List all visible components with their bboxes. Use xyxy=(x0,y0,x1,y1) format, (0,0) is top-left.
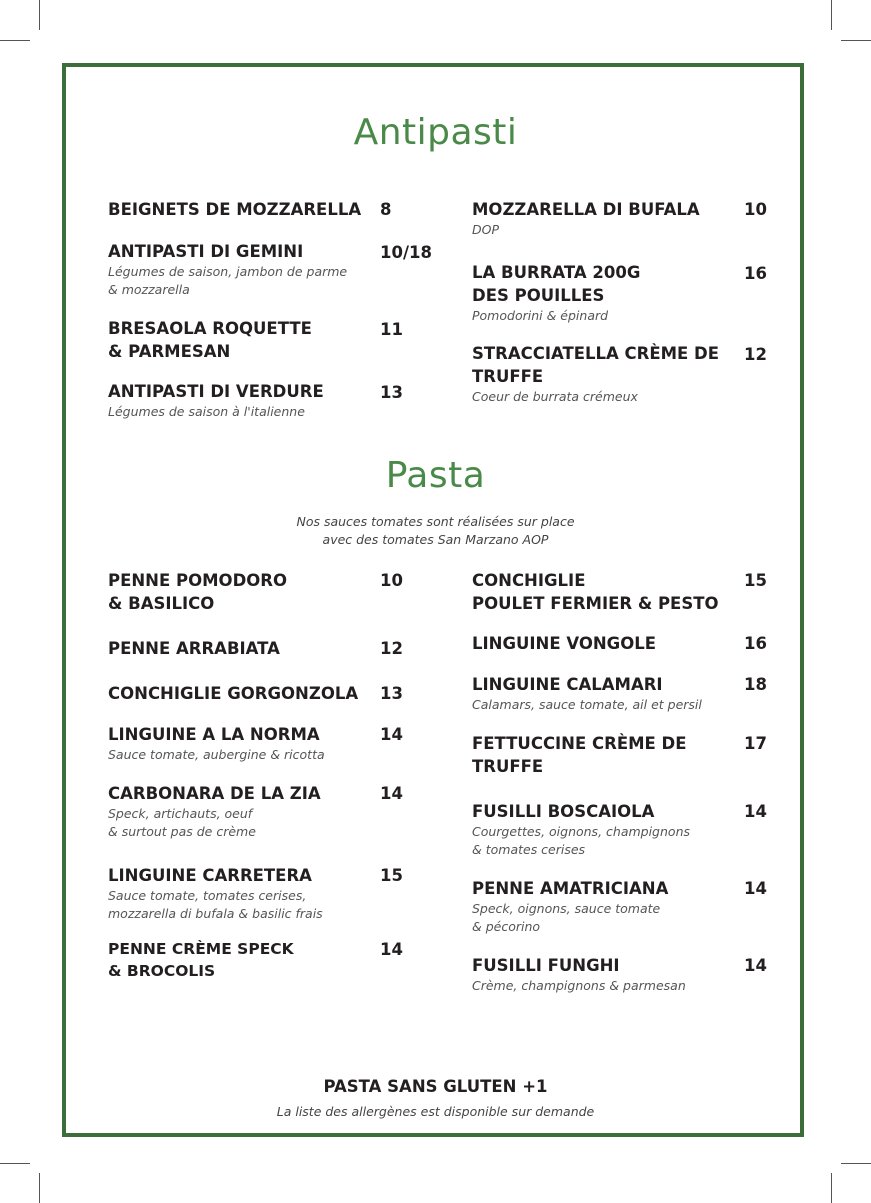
item-description: DOP xyxy=(472,222,500,237)
item-name: CONCHIGLIE POULET FERMIER & PESTO xyxy=(472,571,719,613)
menu-item xyxy=(472,198,737,239)
menu-item xyxy=(108,380,373,421)
item-description: Crème, champignons & parmesan xyxy=(472,978,686,993)
item-price: 18 xyxy=(744,675,767,694)
menu-item xyxy=(108,782,373,841)
item-name: LINGUINE A LA NORMA xyxy=(108,725,320,744)
item-description: Speck, oignons, sauce tomate & pécorino xyxy=(472,901,661,934)
item-name: STRACCIATELLA CRÈME DE TRUFFE xyxy=(472,344,720,386)
item-description: Pomodorini & épinard xyxy=(472,308,609,323)
item-price: 10 xyxy=(744,200,767,219)
item-price: 13 xyxy=(380,684,403,703)
item-name: ANTIPASTI DI VERDURE xyxy=(108,382,324,401)
crop-mark xyxy=(831,0,832,30)
item-description: Sauce tomate, aubergine & ricotta xyxy=(108,747,325,762)
crop-mark xyxy=(39,0,40,30)
item-name: FETTUCCINE CRÈME DE TRUFFE xyxy=(472,734,687,776)
item-price: 14 xyxy=(744,879,767,898)
item-description: Coeur de burrata crémeux xyxy=(472,389,638,404)
item-price: 15 xyxy=(744,571,767,590)
item-name: PENNE CRÈME SPECK & BROCOLIS xyxy=(108,940,294,980)
item-name: LINGUINE CALAMARI xyxy=(472,675,663,694)
item-description: Speck, artichauts, oeuf & surtout pas de crème xyxy=(108,806,256,839)
item-name: CARBONARA DE LA ZIA xyxy=(108,784,321,803)
gluten-free-note: PASTA SANS GLUTEN +1 xyxy=(323,1077,548,1096)
menu-item xyxy=(108,569,373,615)
item-price: 14 xyxy=(744,802,767,821)
item-name: PENNE POMODORO & BASILICO xyxy=(108,571,288,613)
menu-item xyxy=(472,673,737,714)
item-price: 14 xyxy=(744,956,767,975)
antipasti-title: Antipasti xyxy=(353,112,518,153)
menu-item xyxy=(472,342,737,406)
item-price: 11 xyxy=(380,320,403,339)
crop-mark xyxy=(0,1163,30,1164)
item-description: Courgettes, oignons, champignons & tomates cerises xyxy=(472,824,690,857)
item-price: 15 xyxy=(380,866,403,885)
item-name: BEIGNETS DE MOZZARELLA xyxy=(108,200,362,219)
crop-mark xyxy=(831,1173,832,1203)
item-price: 8 xyxy=(380,200,392,219)
item-name: LA BURRATA 200G DES POUILLES xyxy=(472,263,641,305)
menu-item xyxy=(108,682,373,705)
item-name: ANTIPASTI DI GEMINI xyxy=(108,242,304,261)
menu-item xyxy=(472,632,737,655)
item-description: Sauce tomate, tomates cerises, mozzarella di bufala & basilic frais xyxy=(108,888,323,921)
menu-item xyxy=(108,637,373,660)
crop-mark xyxy=(0,40,30,41)
item-price: 12 xyxy=(744,345,767,364)
item-name: PENNE ARRABIATA xyxy=(108,639,280,658)
crop-mark xyxy=(841,40,871,41)
item-name: CONCHIGLIE GORGONZOLA xyxy=(108,684,359,703)
menu-item xyxy=(472,800,737,859)
crop-mark xyxy=(39,1173,40,1203)
item-price: 16 xyxy=(744,634,767,653)
item-price: 10 xyxy=(380,571,403,590)
item-price: 14 xyxy=(380,725,403,744)
pasta-title: Pasta xyxy=(385,455,486,496)
item-description: Légumes de saison, jambon de parme & mozzarella xyxy=(108,264,348,297)
menu-item xyxy=(108,240,373,299)
item-price: 12 xyxy=(380,639,403,658)
item-name: LINGUINE VONGOLE xyxy=(472,634,657,653)
item-price: 13 xyxy=(380,383,403,402)
item-price: 17 xyxy=(744,734,767,753)
menu-item xyxy=(472,261,737,325)
menu-item xyxy=(108,938,373,982)
crop-mark xyxy=(841,1163,871,1164)
item-name: LINGUINE CARRETERA xyxy=(108,866,312,885)
allergen-note: La liste des allergènes est disponible sur demande xyxy=(276,1104,595,1119)
item-price: 14 xyxy=(380,784,403,803)
item-description: Calamars, sauce tomate, ail et persil xyxy=(472,697,702,712)
menu-item xyxy=(472,877,737,936)
item-description: Légumes de saison à l'italienne xyxy=(108,404,305,419)
item-name: FUSILLI BOSCAIOLA xyxy=(472,802,655,821)
item-price: 16 xyxy=(744,264,767,283)
menu-item xyxy=(472,732,737,778)
item-price: 14 xyxy=(380,940,403,959)
menu-item xyxy=(472,954,737,995)
item-price: 10/18 xyxy=(380,243,432,262)
menu-item xyxy=(108,864,373,923)
item-name: FUSILLI FUNGHI xyxy=(472,956,620,975)
item-name: PENNE AMATRICIANA xyxy=(472,879,669,898)
pasta-note: Nos sauces tomates sont réalisées sur place avec des tomates San Marzano AOP xyxy=(296,514,575,547)
menu-item xyxy=(108,723,373,764)
item-name: MOZZARELLA DI BUFALA xyxy=(472,200,700,219)
menu-item xyxy=(472,569,737,615)
item-name: BRESAOLA ROQUETTE & PARMESAN xyxy=(108,319,312,361)
menu-item xyxy=(108,317,373,363)
menu-item xyxy=(108,198,373,221)
